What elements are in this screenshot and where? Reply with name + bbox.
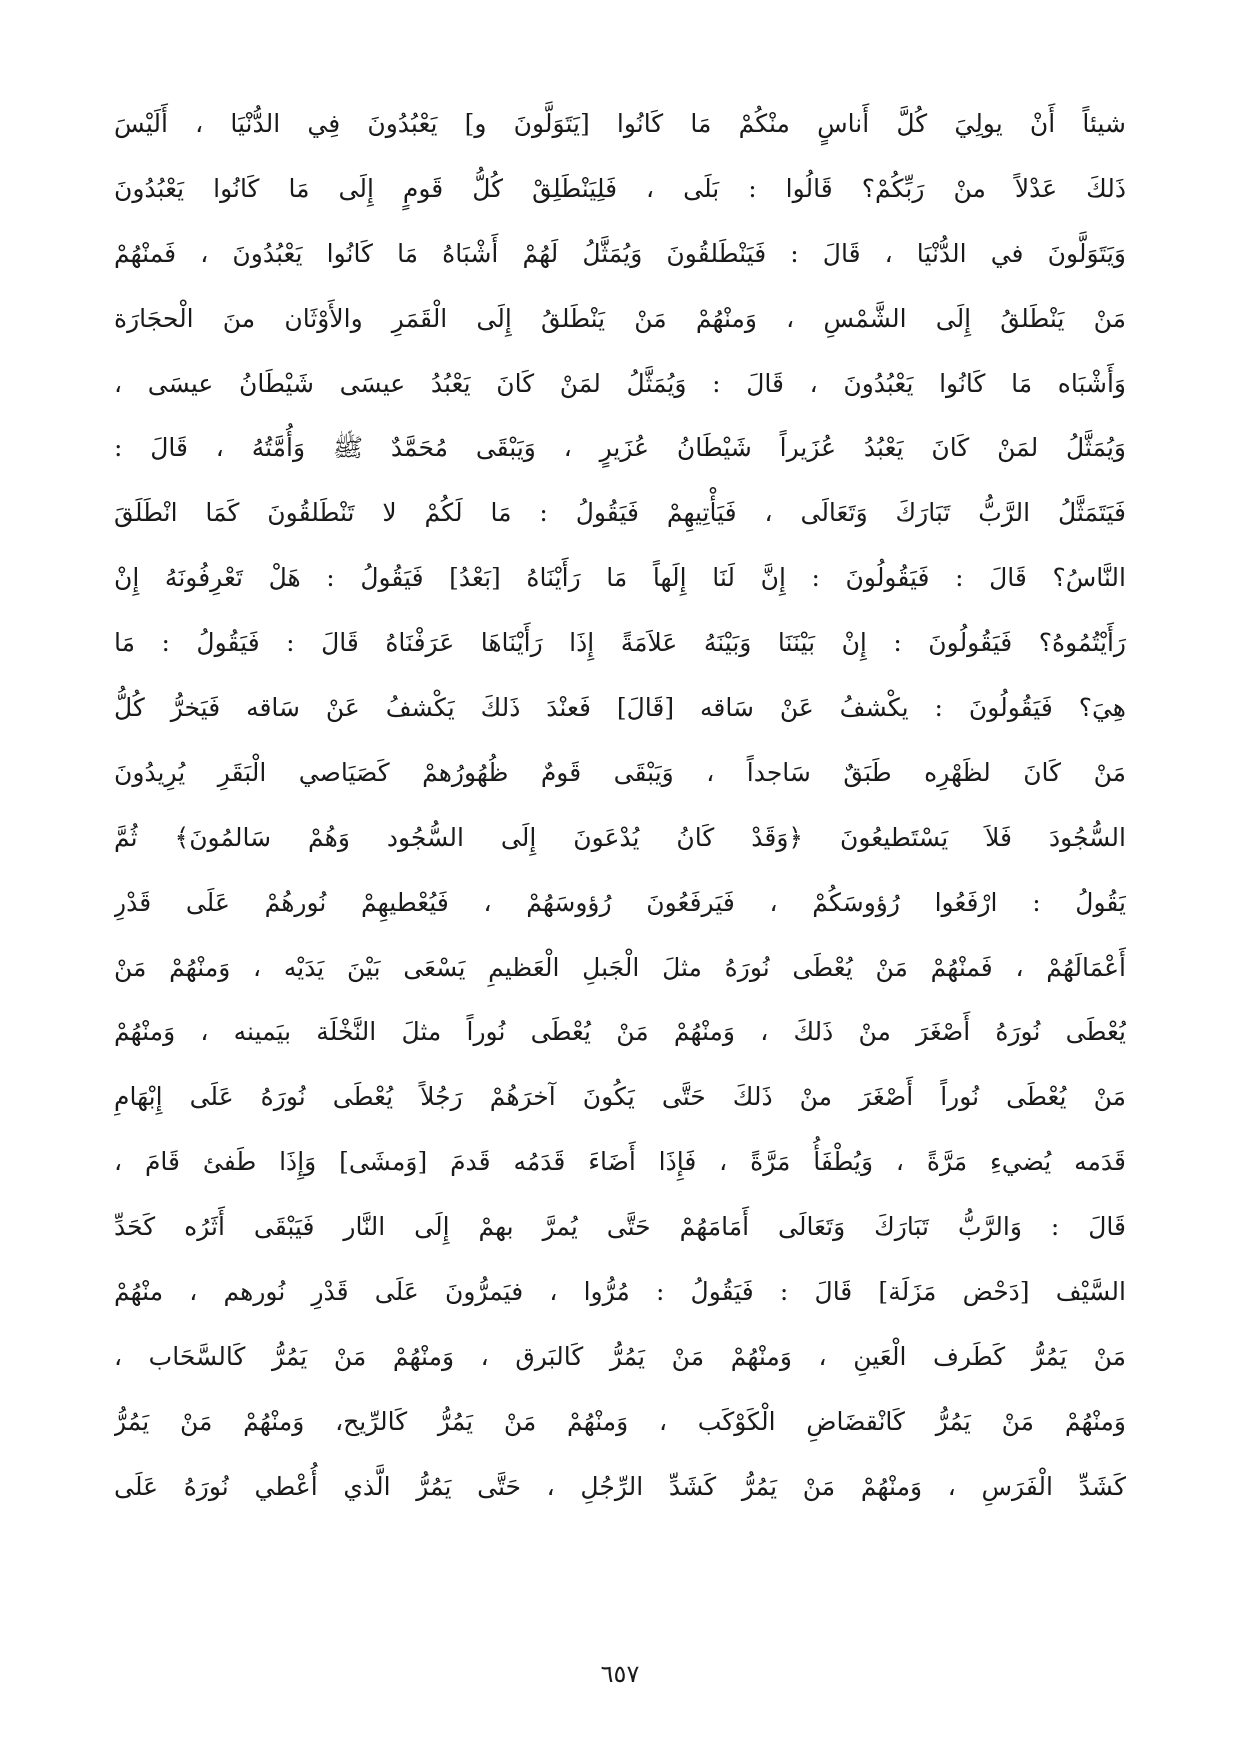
text-line: شيئاً أَنْ يولِيَ كُلَّ أَناسٍ منْكُمْ مَا كَانُوا [يَتَوَلَّونَ و] يَعْبُدُونَ فِي الدُّنْيَا ، أَلَيْسَ (114, 109, 1126, 138)
text-line: النَّاسُ؟ قَالَ : فَيَقُولُونَ : إِنَّ لَنَا إِلَهاً مَا رَأَيْنَاهُ [بَعْدُ] فَيَقُولُ : هَلْ تَعْرِفُونَهُ إِنْ (114, 563, 1126, 593)
text-line: فَيَتَمَثَّلُ الرَّبُّ تَبَارَكَ وَتَعَالَى ، فَيَأْتِيهِمْ فَيَقُولُ : مَا لَكُمْ لا تَنْطَلقُونَ كَمَا انْطَلَقَ (114, 498, 1126, 528)
text-line: وَأَشْبَاه مَا كَانُوا يَعْبُدُونَ ، قَالَ : وَيُمَثَّلُ لمَنْ كَانَ يَعْبُدُ عيسَى شَيْطَانُ عيسَى ، (114, 368, 1126, 398)
text-line: مَنْ يَنْطَلقُ إِلَى الشَّمْسِ ، وَمنْهُمْ مَنْ يَنْطَلقُ إِلَى الْقَمَرِ والأَوْثَان منَ الْحجَارَة (114, 303, 1126, 333)
text-line: مَنْ كَانَ لظَهْرِه طَبَقٌ سَاجداً ، وَيَبْقَى قَومٌ ظُهُورُهمْ كَصَيَاصي الْبَقَرِ يُرِيدُونَ (114, 757, 1126, 787)
text-line: يُعْطَى نُورَهُ أَصْغَرَ منْ ذَلكَ ، وَمنْهُمْ مَنْ يُعْطَى نُوراً مثلَ النَّخْلَة بيَمينه ، وَمنْهُمْ (114, 1017, 1126, 1047)
text-line: السَّيْف [دَحْض مَزَلَة] قَالَ : فَيَقُولُ : مُرُّوا ، فيَمرُّونَ عَلَى قَدْرِ نُورهم ، منْهُمْ (114, 1277, 1126, 1307)
text-line: وَيُمَثَّلُ لمَنْ كَانَ يَعْبُدُ عُزَيراً شَيْطَانُ عُزَيرٍ ، وَيَبْقَى مُحَمَّدٌ ﷺ وَأُمَّتُهُ ، قَالَ : (114, 433, 1126, 463)
body-text (114, 92, 1126, 1520)
text-line: وَيَتَوَلَّونَ في الدُّنْيَا ، قَالَ : فَيَنْطَلقُونَ وَيُمَثَّلُ لَهُمْ أَشْبَاهُ مَا كَانُوا يَعْبُدُونَ ، فَمنْهُمْ (114, 238, 1126, 268)
text-line: هِيَ؟ فَيَقُولُونَ : يكْشفُ عَنْ سَاقه [قَالَ] فَعنْدَ ذَلكَ يَكْشفُ عَنْ سَاقه فَيَخرُّ كُلُّ (114, 693, 1126, 723)
text-line: رَأَيْتُمُوهُ؟ فَيَقُولُونَ : إِنْ بَيْنَنَا وَبَيْنَهُ عَلاَمَةً إِذَا رَأَيْنَاهَا عَرَفْنَاهُ قَالَ : فَيَقُولُ : مَا (114, 628, 1126, 658)
text-line: مَنْ يُعْطَى نُوراً أَصْغَرَ منْ ذَلكَ حَتَّى يَكُونَ آخرَهُمْ رَجُلاً يُعْطَى نُورَهُ عَلَى إِبْهَامِ (114, 1082, 1126, 1112)
text-line: قَالَ : وَالرَّبُّ تَبَارَكَ وَتَعَالَى أَمَامَهُمْ حَتَّى يُمرَّ بهمْ إِلَى النَّار فَيَبْقَى أَثَرُه كَحَدِّ (114, 1212, 1126, 1242)
text-line: يَقُولُ : ارْفَعُوا رُؤوسَكُمْ ، فَيَرفَعُونَ رُؤوسَهُمْ ، فَيُعْطيهِمْ نُورهُمْ عَلَى قَدْرِ (114, 887, 1126, 917)
text-line: السُّجُودَ فَلاَ يَسْتَطيعُونَ ﴿وَقَدْ كَانُ يُدْعَونَ إِلَى السُّجُود وَهُمْ سَالمُونَ﴾ ثُمَّ (114, 822, 1126, 852)
text-line: وَمنْهُمْ مَنْ يَمُرُّ كَانْقضَاضِ الْكَوْكَب ، وَمنْهُمْ مَنْ يَمُرُّ كَالرِّيح، وَمنْهُمْ مَنْ يَمُرُّ (114, 1406, 1126, 1436)
text-line: مَنْ يَمُرُّ كَطَرف الْعَينِ ، وَمنْهُمْ مَنْ يَمُرُّ كَالبَرق ، وَمنْهُمْ مَنْ يَمُرُّ كَالسَّحَاب ، (114, 1341, 1126, 1371)
page-number: ٦٥٧ (600, 1660, 640, 1688)
text-line: أَعْمَالَهُمْ ، فَمنْهُمْ مَنْ يُعْطَى نُورَهُ مثلَ الْجَبلِ الْعَظيمِ يَسْعَى بَيْنَ يَدَيْه ، وَمنْهُمْ مَنْ (114, 952, 1126, 982)
text-line: قَدَمه يُضيءِ مَرَّةً ، وَيُطْفَأُ مَرَّةً ، فَإِذَا أَضَاءَ قَدَمُه قَدمَ [وَمشَى] وَإِذَا طَفئ قَامَ ، (114, 1147, 1126, 1177)
text-line: كَشَدِّ الْفَرَسِ ، وَمنْهُمْ مَنْ يَمُرُّ كَشَدِّ الرِّجُلِ ، حَتَّى يَمُرُّ الَّذي أُعْطي نُورَهُ عَلَى (114, 1471, 1126, 1501)
page-content (114, 92, 1126, 1652)
text-line: ذَلكَ عَدْلاً منْ رَبِّكُمْ؟ قَالُوا : بَلَى ، فَلِيَنْطَلِقْ كُلُّ قَومٍ إِلَى مَا كَانُوا يَعْبُدُونَ (114, 173, 1126, 203)
